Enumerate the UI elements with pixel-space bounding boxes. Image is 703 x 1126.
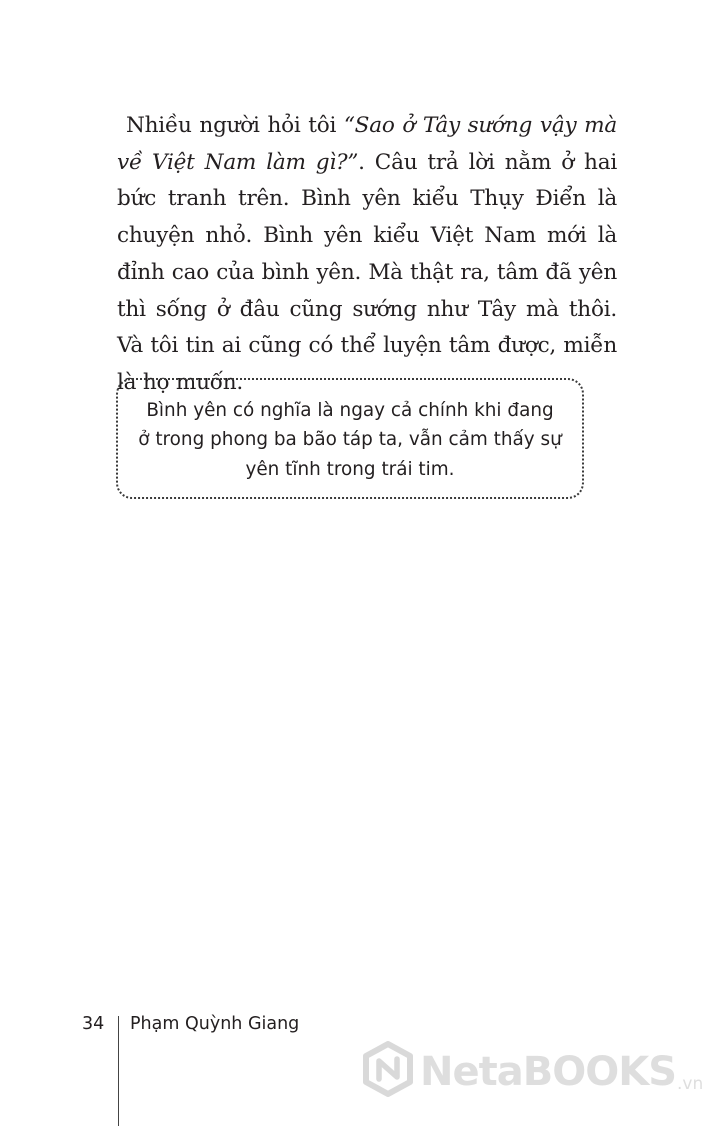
paragraph-quote: “Sao ở Tây sướng vậy mà về Việt Nam làm gì?” xyxy=(117,113,617,175)
callout-line-1: Bình yên có nghĩa là ngay cả chính khi đang xyxy=(146,400,554,421)
footer-divider xyxy=(118,1016,119,1126)
paragraph-rest: . Câu trả lời nằm ở hai bức tranh trên. Bình yên kiểu Thụy Điển là chuyện nhỏ. Bình yên kiểu Việt Nam mới là đỉnh cao của bình yên. Mà thật ra, tâm đã yên thì sống ở đâu cũng sướng như Tây mà thôi. Và tôi tin ai cũng có thể luyện tâm được, miễn là họ muốn. xyxy=(117,149,617,395)
watermark xyxy=(362,1041,703,1102)
author-name: Phạm Quỳnh Giang xyxy=(130,1014,300,1034)
page-number: 34 xyxy=(82,1014,105,1034)
watermark-suffix: .vn xyxy=(677,1074,703,1094)
quote-callout-box xyxy=(116,378,584,499)
netabooks-logo-icon xyxy=(362,1041,414,1102)
watermark-brand: NetaBOOKS xyxy=(420,1048,677,1095)
callout-line-2: ở trong phong ba bão táp ta, vẫn cảm thấy sự xyxy=(138,429,562,451)
callout-text xyxy=(118,396,582,484)
page-footer xyxy=(82,1014,115,1034)
callout-line-3: yên tĩnh trong trái tim. xyxy=(245,458,455,480)
body-paragraph xyxy=(117,108,617,402)
paragraph-intro: Nhiều người hỏi tôi xyxy=(126,113,344,138)
